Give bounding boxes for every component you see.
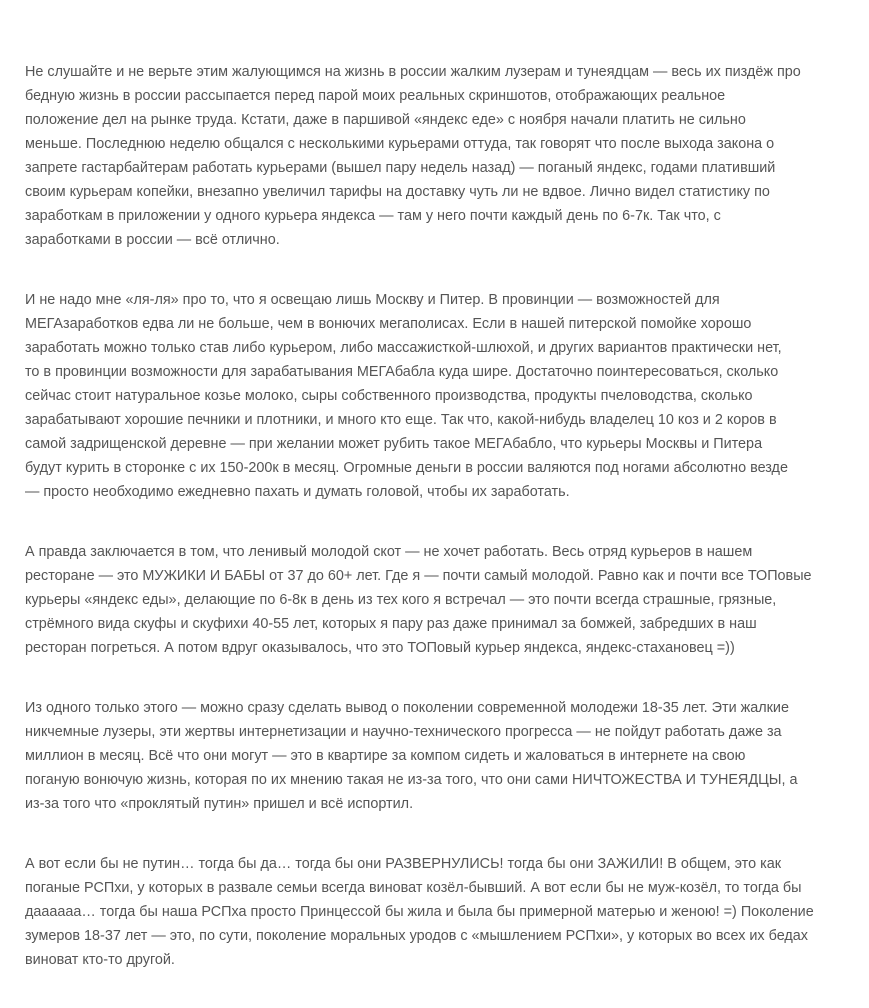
text-line: никчемные лузеры, эти жертвы интернетизации и научно-технического прогресса — не пойдут работать даже за bbox=[25, 724, 782, 740]
text-line: ресторан погреться. А потом вдруг оказывалось, что это ТОПовый курьер яндекса, яндекс-стахановец =)) bbox=[25, 640, 735, 656]
text-line: заработать можно только став либо курьером, либо массажисткой-шлюхой, и других вариантов практически нет, bbox=[25, 340, 782, 356]
text-line: Из одного только этого — можно сразу сделать вывод о поколении современной молодежи 18-35 лет. Эти жалкие bbox=[25, 700, 789, 716]
text-line: МЕГАзаработков едва ли не больше, чем в вонючих мегаполисах. Если в нашей питерской помойке хорошо bbox=[25, 316, 752, 332]
text-line: зумеров 18-37 лет — это, по сути, поколение моральных уродов с «мышлением РСПхи», у которых во всех их бедах bbox=[25, 928, 808, 944]
text-line: ресторане — это МУЖИКИ И БАБЫ от 37 до 60+ лет. Где я — почти самый молодой. Равно как и почти все ТОПовые bbox=[25, 568, 812, 584]
text-line: — просто необходимо ежедневно пахать и думать головой, чтобы их заработать. bbox=[25, 484, 570, 500]
text-line: даааааа… тогда бы наша РСПха просто Принцессой бы жила и была бы примерной матерью и женою! =) Поколение bbox=[25, 904, 814, 920]
text-line: меньше. Последнюю неделю общался с несколькими курьерами оттуда, так говорят что после выхода закона о bbox=[25, 136, 775, 152]
text-line: будут курить в сторонке с их 150-200к в месяц. Огромные деньги в россии валяются под ногами абсолютно везде bbox=[25, 460, 788, 476]
text-line: запрете гастарбайтерам работать курьерами (вышел пару недель назад) — поганый яндекс, годами плативший bbox=[25, 160, 776, 176]
text-line: И не надо мне «ля-ля» про то, что я освещаю лишь Москву и Питер. В провинции — возможностей для bbox=[25, 292, 720, 308]
text-line: то в провинции возможности для зарабатывания МЕГАбабла куда шире. Достаточно поинтересоваться, сколько bbox=[25, 364, 779, 380]
text-line: бедную жизнь в россии рассыпается перед парой моих реальных скриншотов, отображающих реальное bbox=[25, 88, 726, 104]
text-line: А правда заключается в том, что ленивый молодой скот — не хочет работать. Весь отряд курьеров в нашем bbox=[25, 544, 753, 560]
paragraph-4 bbox=[25, 696, 855, 816]
text-line: положение дел на рынке труда. Кстати, даже в паршивой «яндекс еде» с ноября начали платить не сильно bbox=[25, 112, 746, 128]
text-line: зарабатывают хорошие печники и плотники, и много кто еще. Так что, какой-нибудь владелец 10 коз и 2 коров в bbox=[25, 412, 777, 428]
text-line: виноват кто-то другой. bbox=[25, 952, 175, 968]
paragraph-2 bbox=[25, 288, 855, 504]
text-line: поганые РСПхи, у которых в развале семьи всегда виноват козёл-бывший. А вот если бы не муж-козёл, то тогда бы bbox=[25, 880, 802, 896]
text-line: А вот если бы не путин… тогда бы да… тогда бы они РАЗВЕРНУЛИСЬ! тогда бы они ЗАЖИЛИ! В общем, это как bbox=[25, 856, 782, 872]
paragraph-5 bbox=[25, 852, 855, 972]
text-line: миллион в месяц. Всё что они могут — это в квартире за компом сидеть и жаловаться в интернете на свою bbox=[25, 748, 746, 764]
article-body bbox=[25, 60, 855, 1008]
text-line: заработкам в приложении у одного курьера яндекса — там у него почти каждый день по 6-7к. Так что, с bbox=[25, 208, 721, 224]
paragraph-3 bbox=[25, 540, 855, 660]
text-line: Не слушайте и не верьте этим жалующимся на жизнь в россии жалким лузерам и тунеядцам — весь их пиздёж про bbox=[25, 64, 801, 80]
paragraph-1 bbox=[25, 60, 855, 252]
text-line: курьеры «яндекс еды», делающие по 6-8к в день из тех кого я встречал — это почти всегда страшные, грязные, bbox=[25, 592, 777, 608]
text-line: заработками в россии — всё отлично. bbox=[25, 232, 280, 248]
text-line: самой задрищенской деревне — при желании может рубить такое МЕГАбабло, что курьеры Москвы и Питера bbox=[25, 436, 763, 452]
text-line: стрёмного вида скуфы и скуфихи 40-55 лет, которых я пару раз даже принимал за бомжей, забредших в наш bbox=[25, 616, 757, 632]
text-line: своим курьерам копейки, внезапно увеличил тарифы на доставку чуть ли не вдвое. Лично видел статистику по bbox=[25, 184, 770, 200]
text-line: поганую вонючую жизнь, которая по их мнению такая не из-за того, что они сами НИЧТОЖЕСТВА И ТУНЕЯДЦЫ, а bbox=[25, 772, 798, 788]
text-line: сейчас стоит натуральное козье молоко, сыры собственного производства, продукты пчеловодства, сколько bbox=[25, 388, 753, 404]
text-line: из-за того что «проклятый путин» пришел и всё испортил. bbox=[25, 796, 414, 812]
